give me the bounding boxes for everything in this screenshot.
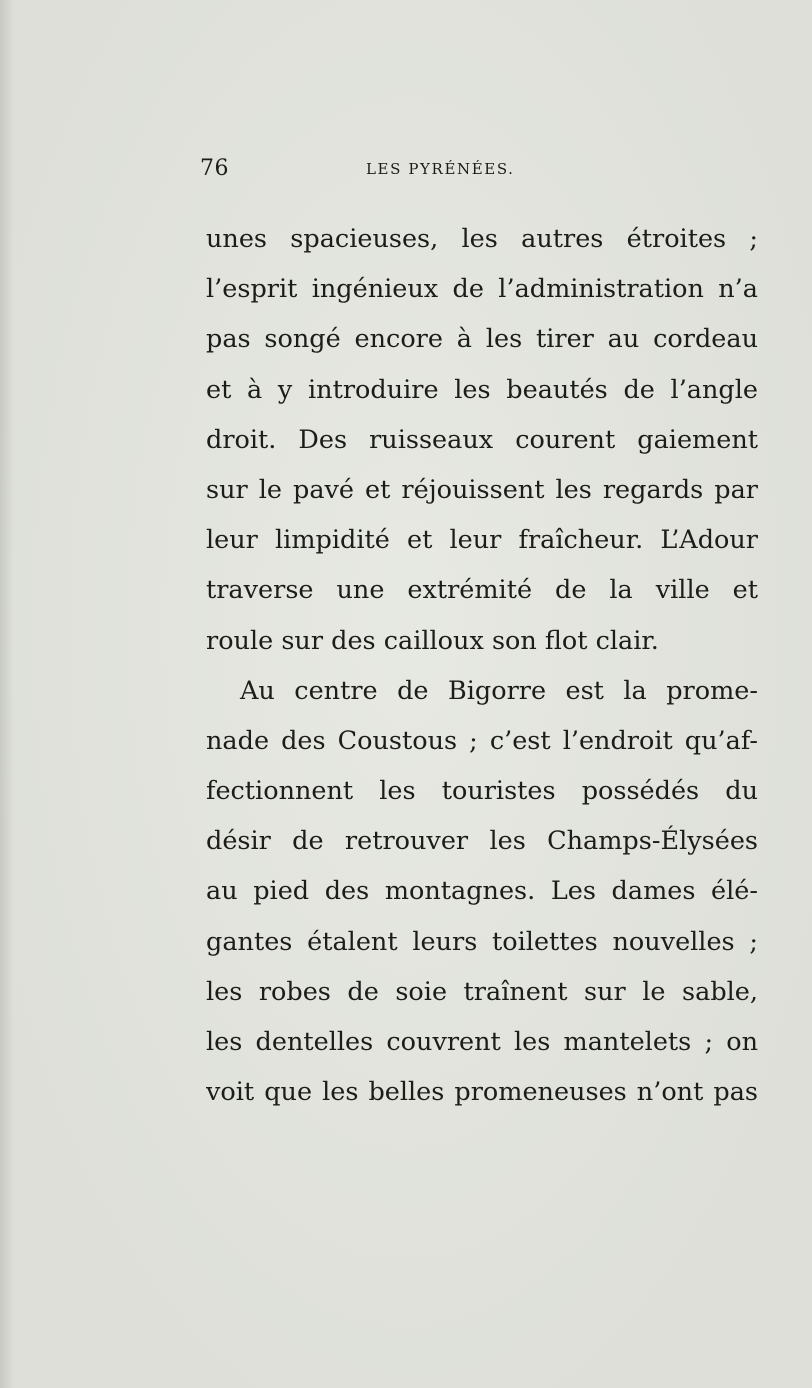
text-line: au pied des montagnes. Les dames élé-	[206, 876, 758, 907]
text-line: droit. Des ruisseaux courent gaiement	[206, 424, 758, 455]
text-line: gantes étalent leurs toilettes nouvelles ;	[206, 926, 758, 957]
page-number: 76	[200, 156, 229, 181]
text-line: unes spacieuses, les autres étroites ;	[206, 224, 758, 254]
text-line: sur le pavé et réjouissent les regards par	[206, 474, 758, 505]
text-line: les robes de soie traînent sur le sable,	[206, 976, 758, 1007]
page-edge-shadow	[0, 0, 14, 1388]
text-line: les dentelles couvrent les mantelets ; on	[206, 1027, 758, 1057]
paragraph-start-line: Au centre de Bigorre est la prome-	[240, 675, 758, 706]
text-line: et à y introduire les beautés de l’angle	[206, 374, 758, 405]
running-title: LES PYRÉNÉES.	[366, 160, 515, 178]
text-line: fectionnent les touristes possédés du	[206, 776, 758, 807]
text-line: pas songé encore à les tirer au cordeau	[206, 324, 758, 355]
text-line: l’esprit ingénieux de l’administration n’a	[206, 274, 758, 305]
page-header	[200, 156, 560, 190]
text-line: voit que les belles promeneuses n’ont pas	[206, 1077, 758, 1108]
paragraph-end-line: roule sur des cailloux son flot clair.	[206, 625, 659, 656]
body-text	[206, 214, 758, 1117]
text-line: traverse une extrémité de la ville et	[206, 575, 758, 606]
text-line: nade des Coustous ; c’est l’endroit qu’af-	[206, 725, 758, 756]
text-line: désir de retrouver les Champs-Élysées	[206, 826, 758, 857]
text-line: leur limpidité et leur fraîcheur. L’Adour	[206, 525, 758, 556]
